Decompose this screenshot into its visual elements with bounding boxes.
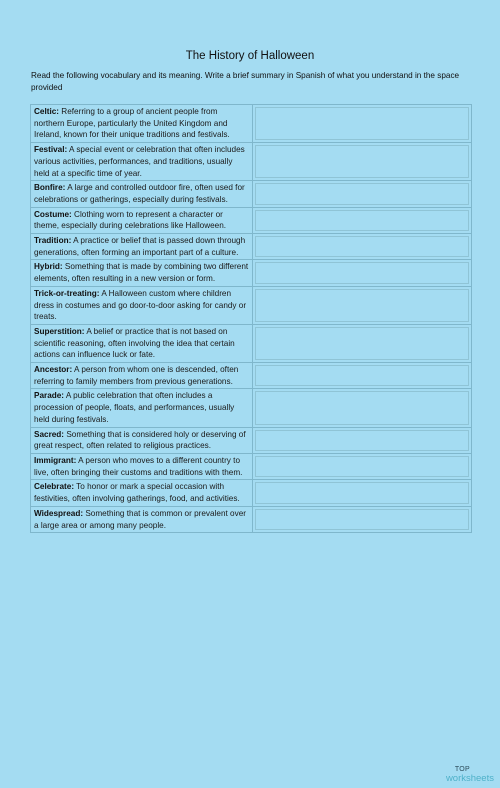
summary-answer-box[interactable] bbox=[255, 145, 469, 178]
vocab-term: Celebrate: bbox=[34, 482, 75, 492]
answer-cell bbox=[253, 286, 472, 324]
vocab-definition-cell bbox=[31, 286, 253, 324]
vocab-definition-cell bbox=[31, 143, 253, 181]
vocab-term: Immigrant: bbox=[34, 455, 77, 465]
answer-cell bbox=[253, 207, 472, 233]
summary-answer-box[interactable] bbox=[255, 391, 469, 424]
answer-cell bbox=[253, 427, 472, 453]
vocab-definition: Clothing worn to represent a character or theme, especially during celebrations like Halloween. bbox=[34, 209, 227, 231]
vocab-term: Sacred: bbox=[34, 429, 65, 439]
page-title: The History of Halloween bbox=[185, 50, 315, 62]
vocab-term: Ancestor: bbox=[34, 365, 73, 375]
vocab-row bbox=[31, 324, 472, 362]
vocab-term: Parade: bbox=[34, 391, 65, 401]
vocab-definition-cell bbox=[31, 427, 253, 453]
answer-cell bbox=[253, 143, 472, 181]
vocab-term: Trick-or-treating: bbox=[34, 288, 100, 298]
vocab-term: Bonfire: bbox=[34, 183, 66, 193]
vocab-definition: A practice or belief that is passed down through generations, often forming an important part of a culture. bbox=[34, 236, 246, 257]
vocab-row bbox=[31, 506, 472, 532]
summary-answer-box[interactable] bbox=[255, 107, 469, 140]
instructions: Read the following vocabulary and its meaning. Write a brief summary in Spanish of what you understand in the space provided bbox=[31, 71, 460, 92]
answer-cell bbox=[253, 234, 472, 260]
answer-cell bbox=[253, 480, 472, 506]
vocab-term: Hybrid: bbox=[34, 262, 63, 272]
summary-answer-box[interactable] bbox=[255, 509, 469, 530]
vocab-term: Widespread: bbox=[34, 508, 84, 518]
vocab-row bbox=[31, 427, 472, 453]
answer-cell bbox=[253, 105, 472, 143]
vocab-definition-cell bbox=[31, 260, 253, 286]
summary-answer-box[interactable] bbox=[255, 327, 469, 360]
summary-answer-box[interactable] bbox=[255, 262, 469, 283]
vocab-definition-cell bbox=[31, 181, 253, 207]
vocab-definition-cell bbox=[31, 207, 253, 233]
vocab-definition-cell bbox=[31, 363, 253, 389]
vocab-definition-cell bbox=[31, 506, 253, 532]
vocab-row bbox=[31, 286, 472, 324]
vocab-definition: A large and controlled outdoor fire, often used for celebrations or gatherings, especially during festivals. bbox=[34, 183, 245, 204]
vocab-term: Festival: bbox=[34, 145, 68, 155]
summary-answer-box[interactable] bbox=[255, 365, 469, 386]
brand-top-text: TOP bbox=[454, 766, 470, 773]
vocab-definition: Something that is common or prevalent over a large area or among many people. bbox=[34, 508, 246, 530]
answer-cell bbox=[253, 324, 472, 362]
vocab-definition: Something that is considered holy or deserving of great respect, often related to religious practices. bbox=[34, 429, 246, 451]
brand-logo bbox=[446, 765, 494, 783]
vocab-definition: A person from whom one is descended, often referring to family members from previous generations. bbox=[34, 365, 239, 386]
vocab-definition-cell bbox=[31, 480, 253, 506]
vocab-row bbox=[31, 480, 472, 506]
vocab-row bbox=[31, 143, 472, 181]
brand-bottom-text: worksheets bbox=[445, 773, 494, 784]
summary-answer-box[interactable] bbox=[255, 456, 469, 477]
vocab-definition-cell bbox=[31, 234, 253, 260]
vocab-definition: Something that is made by combining two different elements, often resulting in a new version or form. bbox=[34, 262, 249, 284]
summary-answer-box[interactable] bbox=[255, 430, 469, 451]
vocab-row bbox=[31, 260, 472, 286]
vocab-term: Costume: bbox=[34, 209, 72, 219]
vocab-definition-cell bbox=[31, 105, 253, 143]
vocab-row bbox=[31, 234, 472, 260]
summary-answer-box[interactable] bbox=[255, 289, 469, 322]
answer-cell bbox=[253, 363, 472, 389]
vocab-definition: A special event or celebration that often includes various activities, performances, and traditions, usually held at a specific time of year. bbox=[34, 145, 245, 178]
answer-cell bbox=[253, 389, 472, 427]
vocab-row bbox=[31, 389, 472, 427]
vocab-row bbox=[31, 105, 472, 143]
vocab-term: Superstition: bbox=[34, 326, 85, 336]
vocab-definition: To honor or mark a special occasion with festivities, often involving gatherings, food, and activities. bbox=[34, 482, 240, 504]
vocab-definition: A public celebration that often includes a procession of people, floats, and performances, usually held during festivals. bbox=[34, 391, 235, 424]
summary-answer-box[interactable] bbox=[255, 236, 469, 257]
vocab-definition: A Halloween custom where children dress in costumes and go door-to-door asking for candy or treats. bbox=[34, 288, 247, 322]
answer-cell bbox=[253, 453, 472, 479]
vocab-term: Celtic: bbox=[34, 107, 60, 116]
vocab-row bbox=[31, 207, 472, 233]
answer-cell bbox=[253, 506, 472, 532]
vocab-term: Tradition: bbox=[34, 236, 72, 246]
vocab-row bbox=[31, 453, 472, 479]
vocabulary-table bbox=[30, 104, 472, 533]
summary-answer-box[interactable] bbox=[255, 183, 469, 204]
summary-answer-box[interactable] bbox=[255, 482, 469, 503]
vocab-row bbox=[31, 181, 472, 207]
vocab-definition: A person who moves to a different country to live, often bringing their customs and traditions with them. bbox=[34, 455, 243, 477]
answer-cell bbox=[253, 181, 472, 207]
vocab-definition-cell bbox=[31, 324, 253, 362]
vocab-definition: A belief or practice that is not based on scientific reasoning, often involving the idea that certain actions can influence luck or fate. bbox=[34, 326, 235, 360]
vocab-definition-cell bbox=[31, 389, 253, 427]
vocab-row bbox=[31, 363, 472, 389]
answer-cell bbox=[253, 260, 472, 286]
vocab-definition: Referring to a group of ancient people from northern Europe, particularly the United Kingdom and Ireland, known for their unique traditions and festivals. bbox=[34, 107, 230, 140]
summary-answer-box[interactable] bbox=[255, 210, 469, 231]
vocab-definition-cell bbox=[31, 453, 253, 479]
